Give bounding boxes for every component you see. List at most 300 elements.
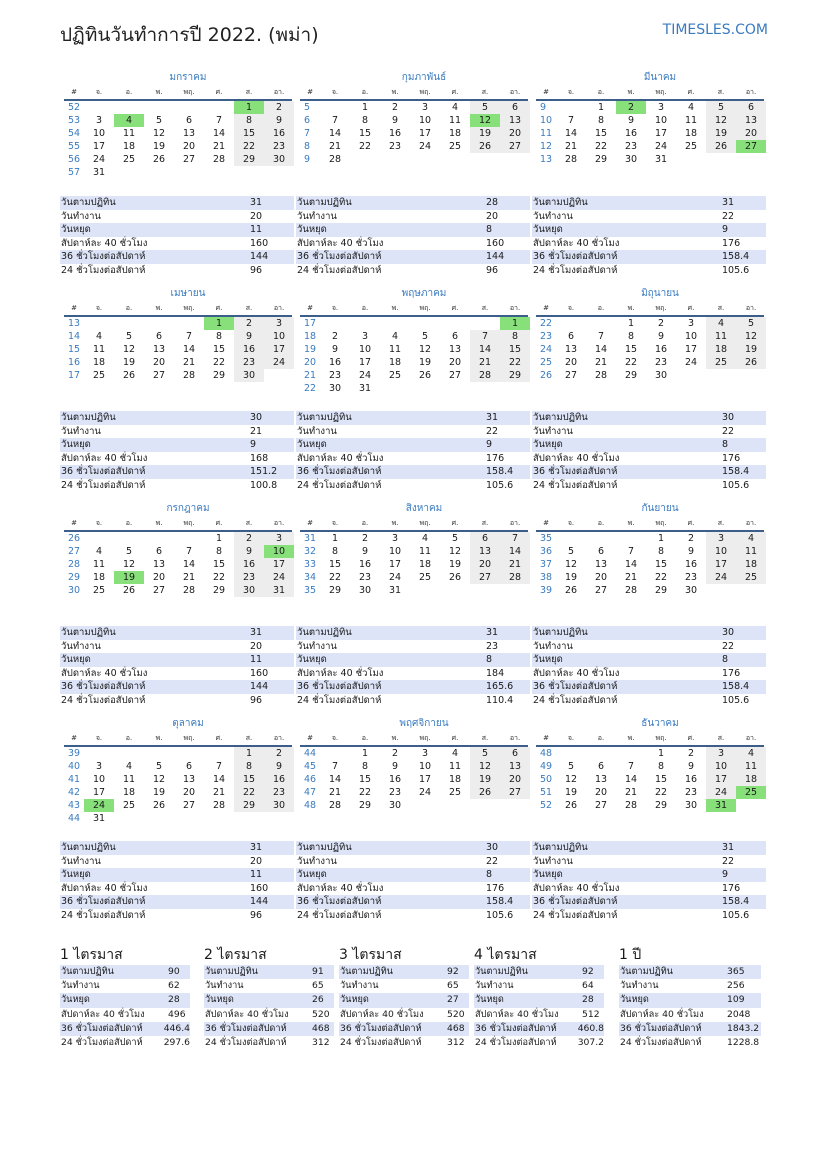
weekday-label: อ. (125, 734, 133, 742)
day-cell: 1 (361, 102, 369, 113)
day-cell: 25 (388, 370, 402, 381)
weekday-label: พ. (155, 734, 163, 742)
day-cell: 14 (212, 128, 226, 139)
stats-row (296, 237, 530, 251)
day-cell: 19 (418, 357, 432, 368)
empty-cell (144, 101, 174, 114)
weekday-label: พ. (391, 519, 399, 527)
day-cell: 28 (328, 154, 342, 165)
day-cell: 25 (448, 141, 462, 152)
day-cell: 26 (122, 585, 136, 596)
empty-cell (84, 747, 114, 760)
stats-row (60, 237, 294, 251)
stats-value: 31 (486, 412, 499, 423)
day-cell: 26 (736, 356, 766, 369)
empty-cell (706, 584, 736, 597)
day-cell: 18 (736, 558, 766, 571)
day-cell: 2 (616, 101, 646, 114)
empty-cell (736, 799, 766, 812)
stats-label: วันหยุด (205, 994, 234, 1006)
stats-value: 468 (312, 1022, 330, 1034)
day-cell: 31 (358, 383, 372, 394)
stats-row (60, 411, 294, 425)
week-number: 57 (68, 167, 81, 178)
month-days-grid (64, 317, 292, 382)
stats-row (60, 667, 294, 681)
day-cell: 9 (234, 330, 264, 343)
weekday-label: พฤ. (183, 734, 195, 742)
day-cell: 16 (358, 559, 372, 570)
day-cell: 25 (736, 571, 766, 584)
day-cell: 18 (92, 572, 106, 583)
stats-value: 26 (312, 994, 324, 1006)
day-cell: 27 (594, 800, 608, 811)
day-cell: 3 (264, 317, 294, 330)
month-calendar (536, 286, 764, 382)
day-cell: 27 (500, 786, 530, 799)
stats-value: 144 (486, 251, 505, 263)
month-name: พฤษภาคม (401, 288, 447, 299)
stats-row (532, 694, 766, 708)
day-cell: 17 (92, 787, 106, 798)
empty-cell (144, 532, 174, 545)
stats-value: 105.6 (722, 264, 750, 276)
empty-cell (586, 317, 616, 330)
day-cell: 11 (736, 545, 766, 558)
weekday-label: ส. (481, 304, 489, 312)
stats-label: 36 ชั่วโมงต่อสัปดาห์ (533, 466, 618, 478)
day-cell: 29 (234, 153, 264, 166)
month-calendar (64, 716, 292, 825)
stats-label: วันหยุด (297, 654, 327, 666)
day-cell: 12 (152, 128, 166, 139)
stats-row (339, 979, 469, 993)
day-cell: 31 (388, 585, 402, 596)
stats-row (532, 465, 766, 479)
day-cell: 30 (264, 799, 294, 812)
stats-label: วันทำงาน (297, 425, 337, 437)
month-days-grid (300, 317, 528, 395)
empty-cell (114, 747, 144, 760)
day-cell: 23 (624, 141, 638, 152)
stats-value: 2048 (727, 1008, 751, 1020)
day-cell: 29 (500, 369, 530, 382)
weekday-header (64, 86, 292, 101)
weekday-label: อ. (597, 519, 605, 527)
day-cell: 4 (736, 532, 766, 545)
empty-cell (84, 317, 114, 330)
day-cell: 10 (418, 761, 432, 772)
day-cell: 28 (212, 800, 226, 811)
stats-row (204, 1036, 334, 1050)
stats-label: วันทำงาน (533, 210, 573, 222)
day-cell: 31 (654, 154, 668, 165)
month-days-grid (536, 101, 764, 166)
stats-value: 92 (582, 966, 594, 977)
stats-value: 31 (250, 627, 263, 638)
stats-label: 36 ชั่วโมงต่อสัปดาห์ (205, 1022, 287, 1034)
stats-value: 460.8 (577, 1022, 604, 1034)
week-number: 11 (540, 128, 553, 139)
period-title: 3 ไตรมาส (339, 947, 402, 963)
empty-cell (410, 153, 440, 166)
empty-cell (174, 812, 204, 825)
stats-label: 36 ชั่วโมงต่อสัปดาห์ (61, 466, 146, 478)
stats-value: 160 (250, 667, 269, 679)
day-cell: 10 (684, 331, 698, 342)
stats-value: 28 (582, 994, 594, 1006)
weekday-label: พ. (391, 304, 399, 312)
day-cell: 31 (264, 584, 294, 597)
stats-row (619, 993, 761, 1007)
stats-label: วันทำงาน (61, 640, 101, 652)
day-cell: 15 (654, 559, 668, 570)
week-number: 28 (68, 559, 81, 570)
stats-value: 8 (486, 654, 493, 666)
day-cell: 27 (448, 370, 462, 381)
day-cell: 3 (687, 318, 695, 329)
stats-row (474, 1022, 604, 1036)
day-cell: 24 (388, 572, 402, 583)
weekday-label: ส. (717, 519, 725, 527)
weekday-label: อา. (509, 734, 521, 742)
stats-row (296, 438, 530, 452)
day-cell: 7 (627, 761, 635, 772)
day-cell: 5 (125, 546, 133, 557)
month-stats-table (60, 626, 294, 708)
stats-label: 36 ชั่วโมงต่อสัปดาห์ (475, 1022, 557, 1034)
day-cell: 8 (331, 546, 339, 557)
day-cell: 26 (564, 800, 578, 811)
week-number: 23 (540, 331, 553, 342)
day-cell: 15 (624, 344, 638, 355)
week-number: 34 (304, 572, 317, 583)
day-cell: 4 (736, 747, 766, 760)
weekday-label: จ. (95, 519, 103, 527)
day-cell: 20 (500, 773, 530, 786)
day-cell: 14 (182, 559, 196, 570)
day-cell: 20 (152, 572, 166, 583)
day-cell: 12 (152, 774, 166, 785)
weekday-label: อา. (745, 304, 757, 312)
stats-label: สัปดาห์ละ 40 ชั่วโมง (620, 1008, 704, 1020)
stats-row (532, 479, 766, 493)
day-cell: 25 (684, 141, 698, 152)
empty-cell (556, 101, 586, 114)
weekday-header (300, 86, 528, 101)
stats-label: วันหยุด (61, 439, 91, 451)
day-cell: 27 (594, 585, 608, 596)
day-cell: 25 (736, 786, 766, 799)
day-cell: 19 (470, 127, 500, 140)
stats-label: วันทำงาน (297, 640, 337, 652)
stats-row (296, 909, 530, 923)
stats-label: 24 ชั่วโมงต่อสัปดาห์ (297, 694, 382, 706)
stats-label: 24 ชั่วโมงต่อสัปดาห์ (61, 264, 146, 276)
weekday-label: ศ. (687, 519, 695, 527)
empty-cell (500, 153, 530, 166)
day-cell: 2 (391, 102, 399, 113)
stats-label: สัปดาห์ละ 40 ชั่วโมง (533, 882, 620, 894)
stats-value: 158.4 (486, 896, 514, 908)
weekday-label: อ. (361, 734, 369, 742)
stats-label: วันหยุด (475, 994, 504, 1006)
stats-row (296, 196, 530, 210)
weekday-label: จ. (331, 304, 339, 312)
stats-value: 496 (168, 1008, 186, 1020)
day-cell: 16 (684, 774, 698, 785)
day-cell: 30 (234, 369, 264, 382)
day-cell: 2 (657, 318, 665, 329)
empty-cell (264, 369, 294, 382)
day-cell: 15 (234, 127, 264, 140)
day-cell: 26 (152, 800, 166, 811)
stats-value: 144 (250, 681, 269, 693)
month-days-grid (300, 747, 528, 812)
weekday-label: อา. (509, 304, 521, 312)
day-cell: 19 (736, 343, 766, 356)
stats-value: 468 (447, 1022, 465, 1034)
day-cell: 4 (706, 317, 736, 330)
day-cell: 6 (185, 761, 193, 772)
stats-label: วันทำงาน (61, 855, 101, 867)
day-cell: 11 (706, 330, 736, 343)
day-cell: 9 (361, 546, 369, 557)
weekday-label: จ. (331, 519, 339, 527)
day-cell: 17 (418, 774, 432, 785)
stats-label: วันทำงาน (533, 425, 573, 437)
stats-value: 105.6 (722, 479, 750, 491)
day-cell: 19 (706, 127, 736, 140)
empty-cell (440, 317, 470, 330)
day-cell: 21 (564, 141, 578, 152)
day-cell: 5 (706, 101, 736, 114)
day-cell: 29 (234, 799, 264, 812)
brand-link[interactable]: TIMESLES.COM (662, 22, 768, 38)
weekday-label: ส. (245, 88, 253, 96)
stats-value: 520 (312, 1008, 330, 1020)
day-cell: 7 (331, 761, 339, 772)
weekday-label: อ. (125, 304, 133, 312)
day-cell: 19 (122, 357, 136, 368)
day-cell: 14 (594, 344, 608, 355)
week-number: 54 (68, 128, 81, 139)
weekday-label: ส. (481, 519, 489, 527)
month-calendar (64, 501, 292, 597)
day-cell: 25 (92, 370, 106, 381)
stats-row (532, 653, 766, 667)
stats-value: 31 (722, 197, 735, 208)
stats-row (532, 425, 766, 439)
month-name: สิงหาคม (405, 503, 443, 514)
day-cell: 11 (388, 344, 402, 355)
stats-value: 20 (486, 210, 499, 222)
day-cell: 26 (470, 786, 500, 799)
stats-label: วันตามปฏิทิน (61, 966, 114, 977)
day-cell: 20 (594, 787, 608, 798)
weekday-label: พ. (627, 734, 635, 742)
day-cell: 29 (212, 585, 226, 596)
day-cell: 4 (451, 748, 459, 759)
day-cell: 7 (567, 115, 575, 126)
day-cell: 21 (182, 357, 196, 368)
stats-value: 158.4 (722, 466, 750, 478)
weekday-header (64, 517, 292, 532)
day-cell: 2 (331, 331, 339, 342)
day-cell: 25 (122, 800, 136, 811)
stats-value: 21 (250, 425, 263, 437)
month-stats-table (60, 411, 294, 493)
day-cell: 1 (597, 102, 605, 113)
stats-value: 176 (722, 667, 741, 679)
stats-value: 158.4 (722, 896, 750, 908)
day-cell: 1 (657, 748, 665, 759)
day-cell: 3 (391, 533, 399, 544)
stats-value: 22 (722, 855, 735, 867)
stats-label: วันหยุด (61, 654, 91, 666)
stats-value: 307.2 (577, 1036, 604, 1048)
day-cell: 8 (361, 761, 369, 772)
stats-label: วันหยุด (533, 654, 563, 666)
day-cell: 18 (736, 773, 766, 786)
week-number: 27 (68, 546, 81, 557)
day-cell: 7 (215, 115, 223, 126)
stats-label: 24 ชั่วโมงต่อสัปดาห์ (533, 264, 618, 276)
day-cell: 11 (122, 774, 136, 785)
day-cell: 5 (470, 101, 500, 114)
stats-label: 36 ชั่วโมงต่อสัปดาห์ (533, 251, 618, 263)
stats-label: 24 ชั่วโมงต่อสัปดาห์ (533, 909, 618, 921)
day-cell: 28 (470, 369, 500, 382)
stats-value: 11 (250, 654, 263, 666)
week-number: 39 (68, 748, 81, 759)
day-cell: 7 (500, 532, 530, 545)
day-cell: 13 (594, 774, 608, 785)
stats-value: 184 (486, 667, 505, 679)
stats-value: 22 (486, 855, 499, 867)
day-cell: 17 (684, 344, 698, 355)
day-cell: 13 (182, 774, 196, 785)
stats-value: 105.6 (486, 479, 514, 491)
empty-cell (706, 369, 736, 382)
month-stats-table (296, 196, 530, 278)
month-name: กันยายน (641, 503, 679, 514)
week-number: 18 (304, 331, 317, 342)
empty-cell (470, 584, 500, 597)
month-stats-table (296, 411, 530, 493)
stats-row (532, 680, 766, 694)
stats-row (474, 979, 604, 993)
day-cell: 28 (624, 585, 638, 596)
day-cell: 18 (706, 343, 736, 356)
day-cell: 9 (331, 344, 339, 355)
day-cell: 16 (388, 128, 402, 139)
stats-label: สัปดาห์ละ 40 ชั่วโมง (297, 452, 384, 464)
day-cell: 28 (624, 800, 638, 811)
day-cell: 24 (358, 370, 372, 381)
stats-value: 65 (447, 980, 459, 992)
month-name: กุมภาพันธ์ (401, 72, 447, 83)
stats-value: 105.6 (486, 909, 514, 921)
month-stats-table (532, 841, 766, 923)
weekday-label: อา. (273, 519, 285, 527)
day-cell: 19 (470, 773, 500, 786)
stats-value: 92 (447, 966, 459, 977)
weekday-label: # (543, 304, 549, 312)
empty-cell (706, 153, 736, 166)
stats-row (60, 653, 294, 667)
stats-row (60, 979, 190, 993)
week-number: 6 (304, 115, 311, 126)
week-number: 35 (540, 533, 553, 544)
stats-value: 160 (250, 237, 269, 249)
day-cell: 2 (264, 101, 294, 114)
day-cell: 10 (706, 760, 736, 773)
stats-value: 1228.8 (727, 1036, 760, 1048)
stats-label: สัปดาห์ละ 40 ชั่วโมง (340, 1008, 424, 1020)
day-cell: 11 (448, 115, 462, 126)
day-cell: 21 (212, 141, 226, 152)
stats-value: 109 (727, 994, 745, 1006)
stats-row (60, 868, 294, 882)
month-stats-table (532, 626, 766, 708)
stats-label: 36 ชั่วโมงต่อสัปดาห์ (61, 681, 146, 693)
day-cell: 7 (627, 546, 635, 557)
weekday-label: อ. (125, 88, 133, 96)
day-cell: 9 (687, 546, 695, 557)
stats-row (60, 694, 294, 708)
weekday-label: อ. (125, 519, 133, 527)
stats-label: 24 ชั่วโมงต่อสัปดาห์ (205, 1036, 287, 1048)
day-cell: 27 (152, 585, 166, 596)
stats-row (532, 667, 766, 681)
weekday-header (536, 86, 764, 101)
day-cell: 16 (624, 128, 638, 139)
day-cell: 16 (234, 558, 264, 571)
stats-row (296, 465, 530, 479)
weekday-label: ส. (245, 304, 253, 312)
month-stats-table (60, 196, 294, 278)
day-cell: 22 (358, 787, 372, 798)
day-cell: 16 (234, 343, 264, 356)
day-cell: 7 (331, 115, 339, 126)
stats-label: 24 ชั่วโมงต่อสัปดาห์ (533, 479, 618, 491)
day-cell: 26 (564, 585, 578, 596)
stats-row (296, 223, 530, 237)
stats-label: 24 ชั่วโมงต่อสัปดาห์ (61, 909, 146, 921)
stats-value: 96 (250, 264, 263, 276)
stats-value: 8 (722, 439, 729, 451)
empty-cell (556, 532, 586, 545)
stats-value: 105.6 (722, 909, 750, 921)
day-cell: 30 (654, 370, 668, 381)
stats-value: 23 (486, 640, 499, 652)
stats-label: 24 ชั่วโมงต่อสัปดาห์ (61, 479, 146, 491)
day-cell: 23 (388, 787, 402, 798)
stats-label: วันทำงาน (205, 980, 244, 992)
stats-row (60, 680, 294, 694)
stats-value: 176 (486, 882, 505, 894)
day-cell: 11 (736, 760, 766, 773)
month-name: พฤศจิกายน (399, 718, 449, 729)
weekday-label: อา. (745, 734, 757, 742)
weekday-label: พฤ. (655, 519, 667, 527)
day-cell: 6 (155, 331, 163, 342)
day-cell: 6 (736, 101, 766, 114)
day-cell: 6 (451, 331, 459, 342)
empty-cell (440, 153, 470, 166)
day-cell: 29 (212, 370, 226, 381)
